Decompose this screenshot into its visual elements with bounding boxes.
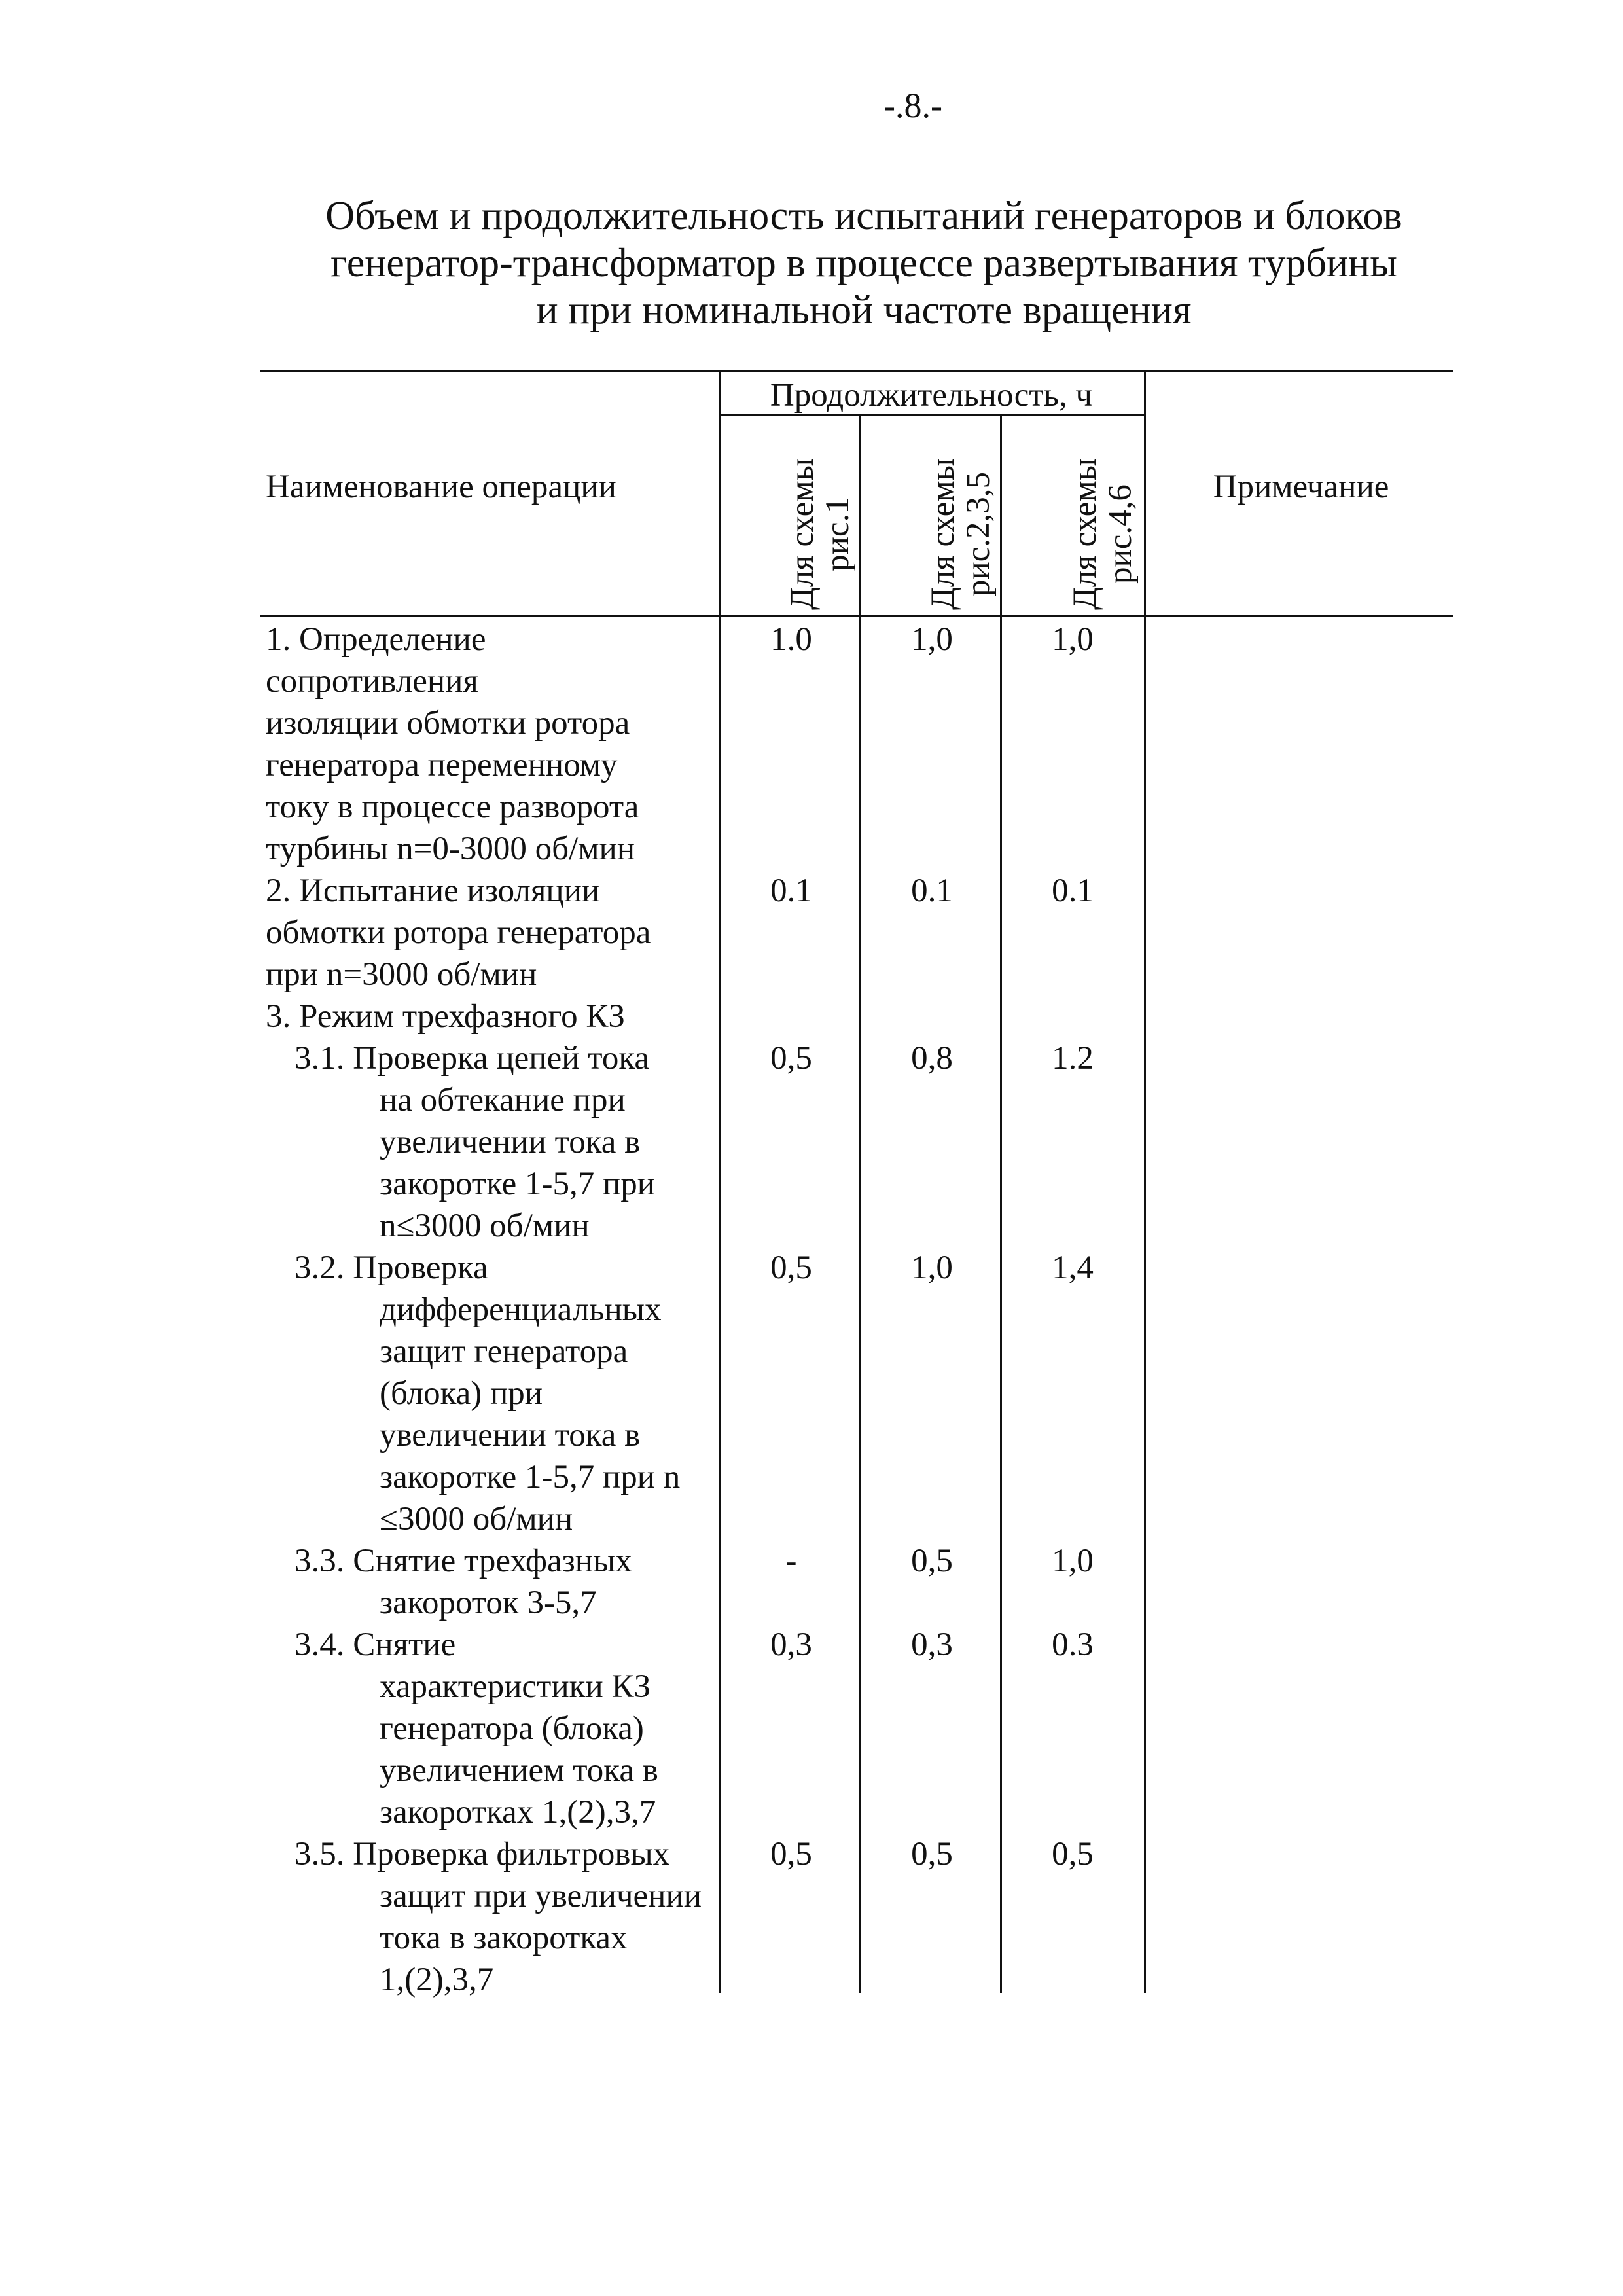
table-cell-value: 0.1	[911, 872, 953, 909]
header-scheme-3	[1008, 458, 1198, 610]
test-duration-table	[260, 370, 1453, 1998]
operation-line: генератора переменному	[266, 747, 618, 783]
operation-line: току в процессе разворота	[266, 789, 639, 825]
operation-line: 3.2. Проверка	[294, 1249, 488, 1286]
operation-line: закоротке 1-5,7 при n	[380, 1459, 681, 1496]
table-top-rule	[260, 370, 1453, 372]
operation-line: закороток 3-5,7	[380, 1585, 597, 1621]
operation-line: 3.5. Проверка фильтровых	[294, 1836, 670, 1873]
operation-line: 3. Режим трехфазного КЗ	[266, 998, 625, 1035]
operation-line: дифференциальных	[380, 1291, 662, 1328]
header-scheme-line: Для схемы	[783, 458, 821, 610]
table-cell-value: 1,0	[911, 621, 953, 658]
operation-line: 1. Определение	[266, 621, 486, 658]
table-cell-value: 1.2	[1052, 1040, 1094, 1077]
table-cell-value: 0,5	[770, 1040, 812, 1077]
table-cell-value: 0,5	[770, 1836, 812, 1873]
operation-line: n≤3000 об/мин	[380, 1208, 590, 1244]
header-bottom-rule	[260, 615, 1453, 617]
operation-line: увеличением тока в	[380, 1752, 658, 1789]
operation-line: обмотки ротора генератора	[266, 914, 651, 951]
operation-line: 3.1. Проверка цепей тока	[294, 1040, 650, 1077]
page-number: -.8.-	[883, 86, 942, 125]
table-cell-value: 0,3	[911, 1626, 953, 1663]
header-note: Примечание	[1213, 469, 1389, 505]
operation-line: увеличении тока в	[380, 1124, 641, 1160]
header-scheme-line: Для схемы	[1066, 458, 1103, 610]
title-line: и при номинальной частоте вращения	[536, 287, 1192, 332]
operation-line: генератора (блока)	[380, 1710, 644, 1747]
operation-line: 3.3. Снятие трехфазных	[294, 1543, 632, 1579]
table-row-3-2-operation	[294, 1247, 753, 1540]
operation-line: сопротивления	[266, 663, 478, 700]
header-operation: Наименование операции	[266, 469, 616, 505]
table-row-2-operation	[266, 870, 724, 996]
table-cell-value: 0,5	[911, 1543, 953, 1579]
table-row-3-1-operation	[294, 1037, 753, 1247]
operation-line: закоротках 1,(2),3,7	[380, 1794, 656, 1831]
table-row-3-5-operation	[294, 1833, 753, 2001]
operation-line: на обтекание при	[380, 1082, 626, 1119]
document-title	[0, 193, 1623, 334]
operation-line: закоротке 1-5,7 при	[380, 1166, 656, 1202]
table-cell-value: 0.3	[1052, 1626, 1094, 1663]
header-scheme-line: рис.1	[819, 497, 856, 571]
title-line: генератор-трансформатор в процессе развертывания турбины	[330, 240, 1397, 285]
table-cell-value: 0,5	[770, 1249, 812, 1286]
table-cell-value: 1,0	[1052, 1543, 1094, 1579]
table-cell-value: 0.1	[770, 872, 812, 909]
operation-line: турбины n=0-3000 об/мин	[266, 831, 635, 867]
table-cell-value: 1.0	[770, 621, 812, 658]
table-cell-value: 1,0	[911, 1249, 953, 1286]
table-row-3-4-operation	[294, 1624, 753, 1833]
table-cell-value: 0,5	[911, 1836, 953, 1873]
operation-line: увеличении тока в	[380, 1417, 641, 1454]
table-row-1-operation	[266, 619, 724, 870]
operation-line: защит генератора	[380, 1333, 628, 1370]
table-cell-value: 0,3	[770, 1626, 812, 1663]
table-cell-value: 1,0	[1052, 621, 1094, 658]
operation-line: 2. Испытание изоляции	[266, 872, 600, 909]
operation-line: ≤3000 об/мин	[380, 1501, 573, 1537]
header-scheme-line: Для схемы	[924, 458, 961, 610]
header-scheme-line: рис.4,6	[1101, 484, 1139, 584]
operation-line: (блока) при	[380, 1375, 543, 1412]
header-scheme-line: рис.2,3,5	[959, 471, 997, 597]
operation-line: 1,(2),3,7	[380, 1962, 494, 1998]
table-cell-value: 0,8	[911, 1040, 953, 1077]
table-cell-value: 1,4	[1052, 1249, 1094, 1286]
operation-line: при n=3000 об/мин	[266, 956, 537, 993]
title-line: Объем и продолжительность испытаний генераторов и блоков	[325, 194, 1402, 238]
header-duration: Продолжительность, ч	[770, 377, 1093, 414]
operation-line: 3.4. Снятие	[294, 1626, 456, 1663]
operation-line: защит при увеличении	[380, 1878, 702, 1914]
duration-header-rule	[719, 414, 1144, 416]
column-divider	[1144, 370, 1146, 1993]
table-row-3-operation	[266, 996, 724, 1037]
table-cell-value: -	[785, 1543, 797, 1579]
operation-line: тока в закоротках	[380, 1920, 628, 1956]
table-cell-value: 0,5	[1052, 1836, 1094, 1873]
table-row-3-3-operation	[294, 1540, 753, 1624]
operation-line: характеристики КЗ	[380, 1668, 651, 1705]
operation-line: изоляции обмотки ротора	[266, 705, 630, 742]
table-cell-value: 0.1	[1052, 872, 1094, 909]
